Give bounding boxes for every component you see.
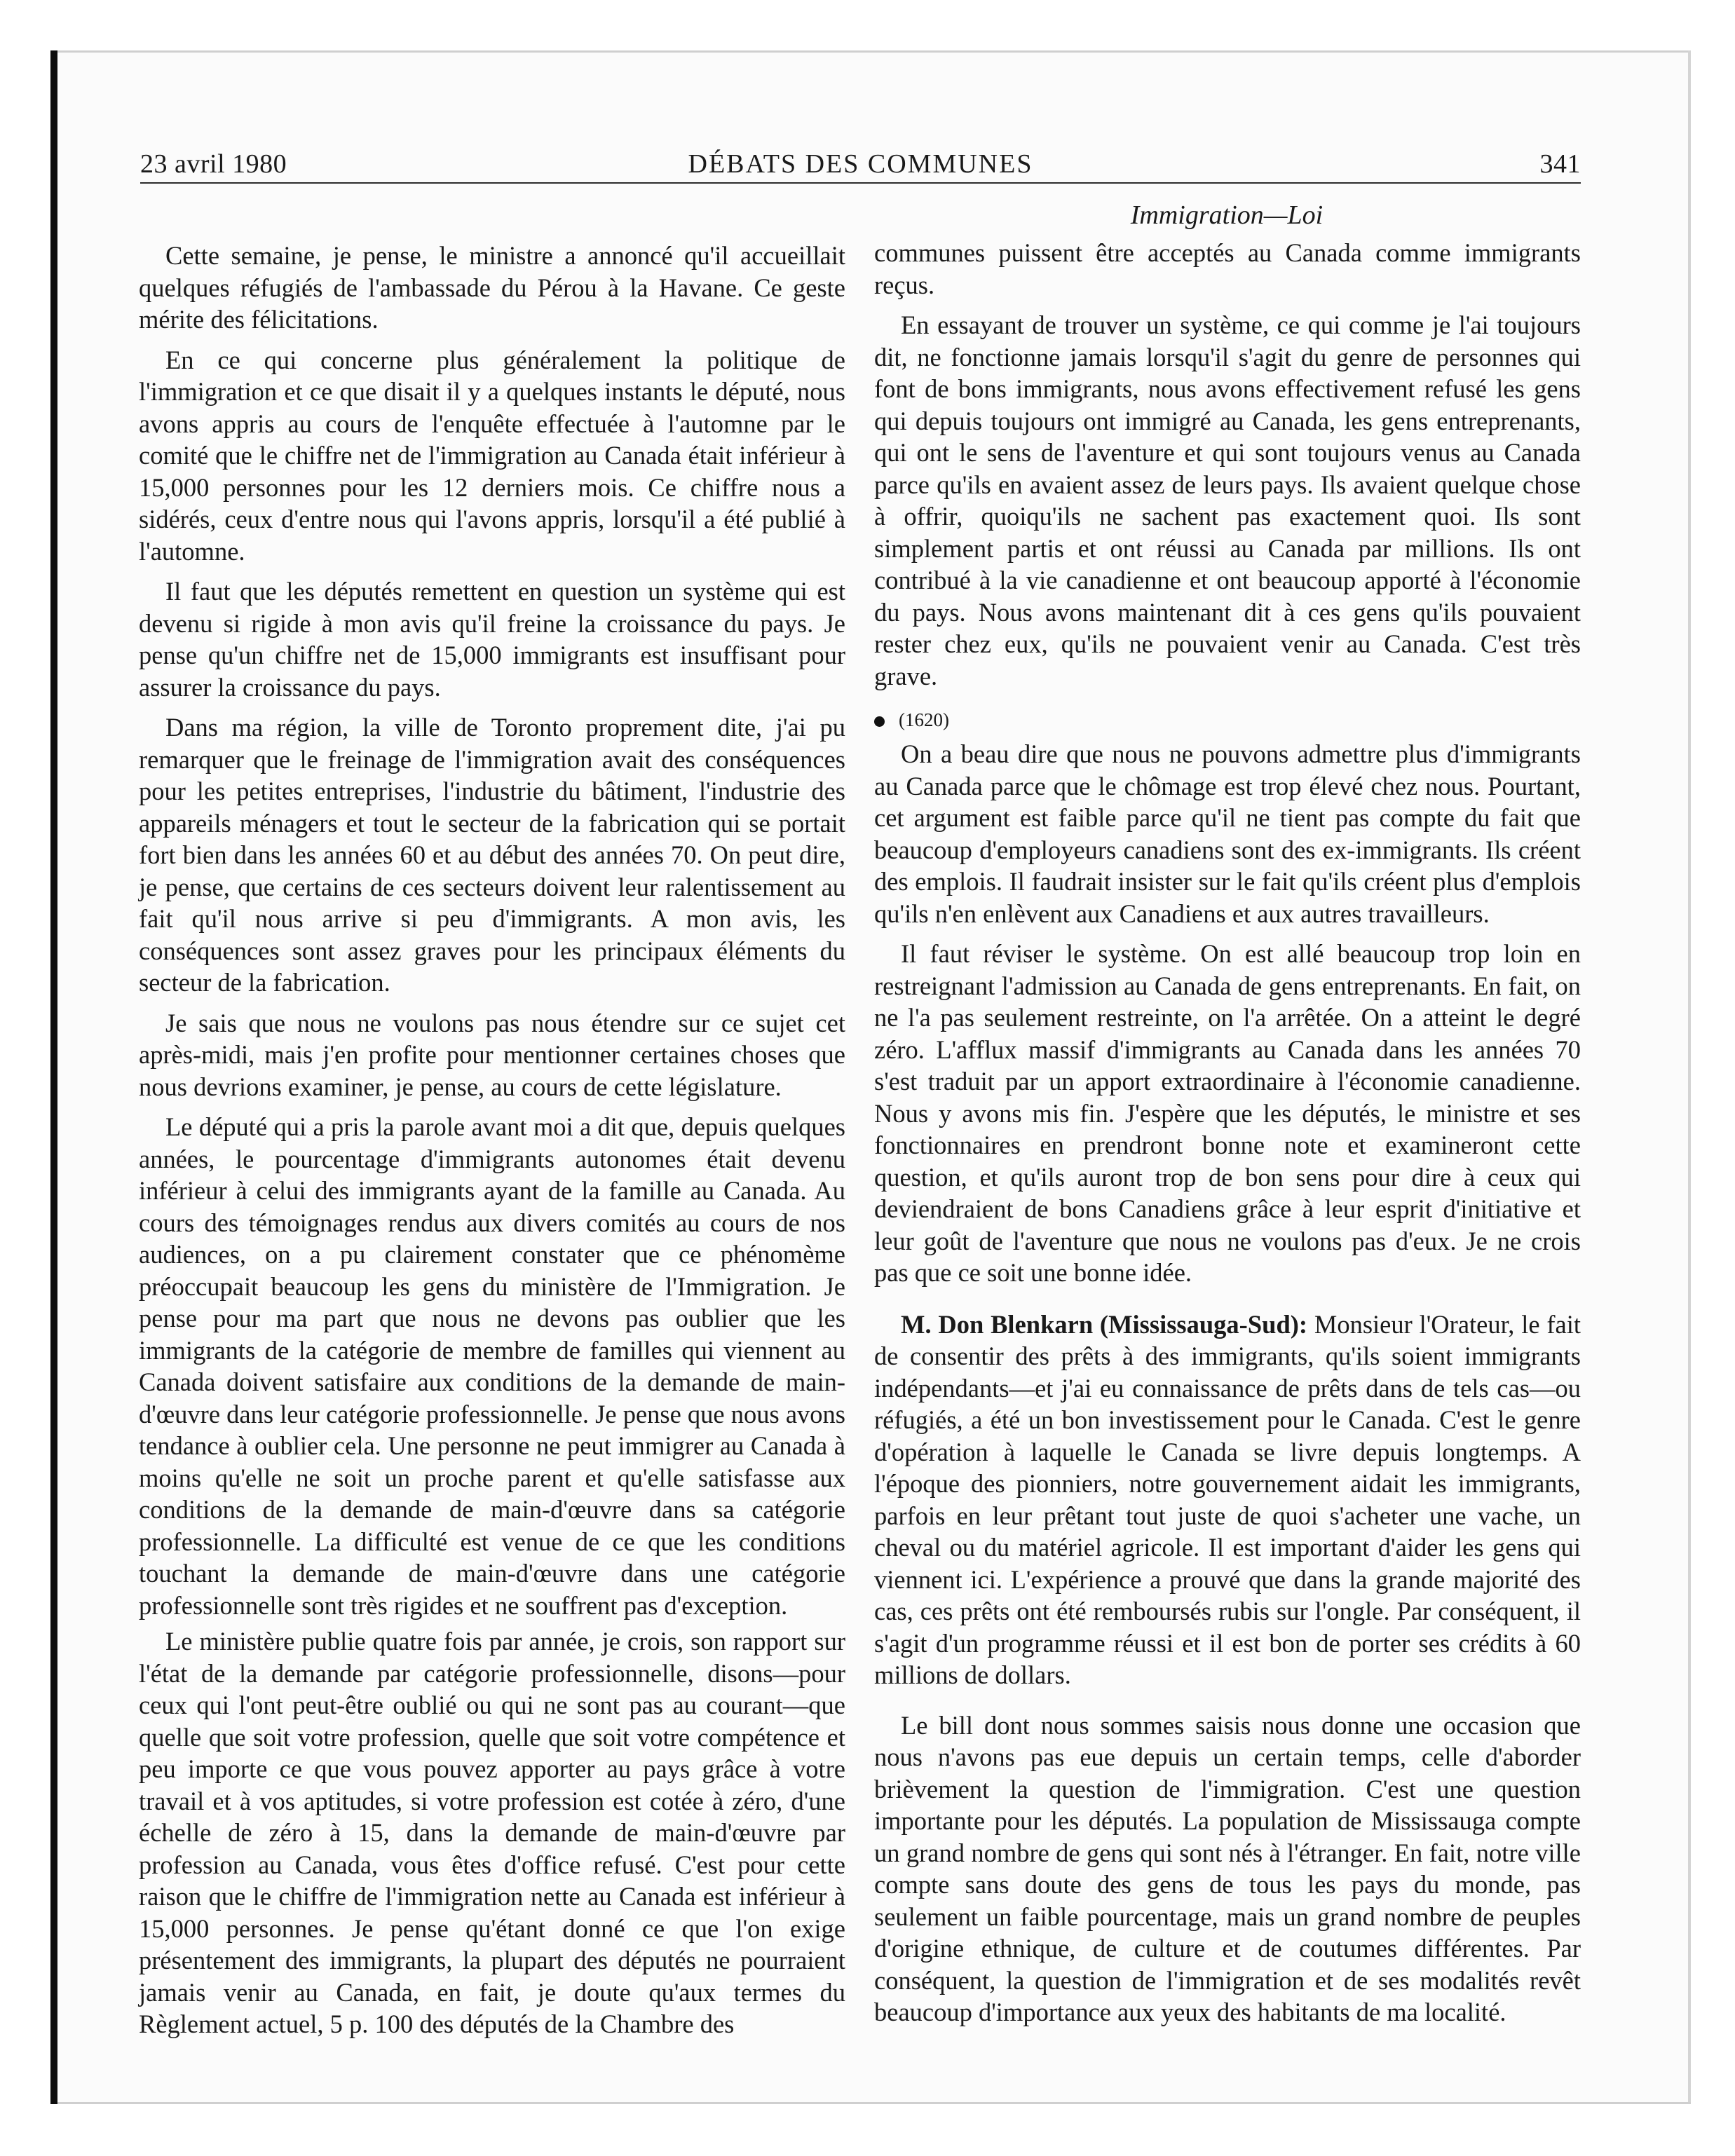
paragraph: Je sais que nous ne voulons pas nous étendre sur ce sujet cet après-midi, mais j'en profite pour mentionner certaines choses que nous devrions examiner, je pense, au cours de cette législature. — [139, 1008, 845, 1101]
speech-text: Monsieur l'Orateur, le fait de consentir des prêts à des immigrants, qu'ils soient immigrants indépendants—et j'ai eu connaissance de prêts dans de tels cas—ou réfugiés, a été un bon investissement pour le Canada. C'est le genre d'opération à laquelle le Canada se livre depuis longtemps. A l'époque des pionniers, notre gouvernement aidait les immigrants, parfois en leur prêtant tout juste de quoi s'acheter une vache, un cheval ou du matériel agricole. Il est important d'aider les gens qui viennent ici. L'expérience a prouvé que dans la grande majorité des cas, ces prêts ont été remboursés rubis sur l'ongle. Par conséquent, il s'agit d'un programme réussi et il est bon de porter ses crédits à 60 millions de dollars. — [874, 1309, 1581, 1689]
scan-border-right — [1688, 50, 1691, 2104]
page-number: 341 — [1539, 149, 1581, 179]
right-column — [874, 237, 1581, 2037]
paragraph: Dans ma région, la ville de Toronto proprement dite, j'ai pu remarquer que le freinage de l'immigration avait des conséquences pour les petites entreprises, l'industrie du bâtiment, l'industrie des appareils ménagers et tout le secteur de la fabrication qui se portait fort bien dans les années 60 et au début des années 70. On peut dire, je pense, que certains de ces secteurs doivent leur ralentissement au fait qu'il nous arrive si peu d'immigrants. A mon avis, les conséquences sont assez graves pour les principaux éléments du secteur de la fabrication. — [139, 713, 845, 997]
paragraph: Le ministère publie quatre fois par année, je crois, son rapport sur l'état de la demande par catégorie professionnelle, disons—pour ceux qui l'ont peut-être oublié ou qui ne sont pas au courant—que quelle que soit votre profession, quelle que soit votre compétence et peu importe ce que vous pouvez apporter au pays grâce à votre travail et à vos aptitudes, si votre profession est cotée à zéro, d'une échelle de zéro à 15, dans la demande de main-d'œuvre par profession au Canada, vous êtes d'office refusé. C'est pour cette raison que le chiffre de l'immigration nette au Canada est inférieur à 15,000 personnes. Je pense qu'étant donné ce que l'on exige présentement des immigrants, la plupart des députés ne pourraient jamais venir au Canada, en fait, je doute qu'aux termes du Règlement actuel, 5 p. 100 des députés de la Chambre des — [139, 1627, 845, 2038]
paragraph: Cette semaine, je pense, le ministre a annoncé qu'il accueillait quelques réfugiés de l'ambassade du Pérou à la Havane. Ce geste mérite des félicitations. — [139, 241, 845, 334]
left-column — [139, 240, 845, 2049]
running-head: Immigration—Loi — [1130, 200, 1324, 230]
paragraph: Le bill dont nous sommes saisis nous donne une occasion que nous n'avons pas eue depuis un certain temps, celle d'aborder brièvement la question de l'immigration. C'est une question importante pour les députés. La population de Mississauga compte un grand nombre de gens qui sont nés à l'étranger. En fait, notre ville compte sans doute des gens de tous les pays du monde, pas seulement un faible pourcentage, mais un grand nombre de peuples d'origine ethnique, de culture et de coutumes différentes. Par conséquent, la question de l'immigration et de ses modalités revêt beaucoup d'importance aux yeux des habitants de ma localité. — [874, 1710, 1581, 2026]
header-title: DÉBATS DES COMMUNES — [688, 149, 1033, 179]
header-date: 23 avril 1980 — [140, 149, 287, 179]
header-rule — [140, 182, 1581, 184]
paragraph: Il faut que les députés remettent en question un système qui est devenu si rigide à mon avis qu'il freine la croissance du pays. Je pense qu'un chiffre net de 15,000 immigrants est insuffisant pour assurer la croissance du pays. — [139, 577, 845, 702]
paragraph: En essayant de trouver un système, ce qui comme je l'ai toujours dit, ne fonctionne jamais lorsqu'il s'agit du genre de personnes qui font de bons immigrants, nous avons effectivement refusé les gens qui depuis toujours ont immigré au Canada, les gens entreprenants, qui ont le sens de l'aventure et qui sont toujours venus au Canada parce qu'ils en avaient assez de leurs pays. Ils avaient quelque chose à offrir, quoiqu'ils ne sachent pas exactement quoi. Ils sont simplement partis et ont réussi au Canada par millions. Ils ont contribué à la vie canadienne et ont beaucoup apporté à l'économie du pays. Nous avons maintenant dit à ces gens qu'ils pouvaient rester chez eux, qu'ils ne pouvaient venir au Canada. C'est très grave. — [874, 311, 1581, 690]
page-header — [140, 149, 1581, 184]
scan-border-left — [50, 50, 57, 2104]
speaker-name: M. Don Blenkarn (Mississauga-Sud): — [901, 1309, 1308, 1339]
paragraph: On a beau dire que nous ne pouvons admettre plus d'immigrants au Canada parce que le chômage est trop élevé chez nous. Pourtant, cet argument est faible parce qu'il ne tient pas compte du fait que beaucoup d'employeurs canadiens sont des ex-immigrants. Ils créent des emplois. Il faudrait insister sur le fait qu'ils créent plus d'emplois qu'ils n'en enlèvent aux Canadiens et aux autres travailleurs. — [874, 739, 1581, 928]
bullet-icon — [874, 716, 885, 727]
speech-paragraph — [874, 1309, 1581, 1691]
paragraph: En ce qui concerne plus généralement la politique de l'immigration et ce que disait il y a quelques instants le député, nous avons appris au cours de l'enquête effectuée à l'automne par le comité que le chiffre net de l'immigration au Canada était inférieur à 15,000 personnes pour les 12 derniers mois. Ce chiffre nous a sidérés, ceux d'entre nous qui l'avons appris, lorsqu'il a été publié à l'automne. — [139, 345, 845, 566]
paragraph: Le député qui a pris la parole avant moi a dit que, depuis quelques années, le pourcentage d'immigrants autonomes était devenu inférieur à celui des immigrants ayant de la famille au Canada. Au cours des témoignages rendus aux divers comités au cours de nos audiences, on a pu clairement constater que ce phénomème préoccupait beaucoup les gens du ministère de l'Immigration. Je pense pour ma part que nous ne devons pas oublier que les immigrants de la catégorie de membre de familles qui viennent au Canada doivent satisfaire aux conditions de la demande de main-d'œuvre dans leur catégorie professionnelle. Je pense que nous avons tendance à oublier cela. Une personne ne peut immigrer au Canada à moins qu'elle ne soit un proche parent et qu'elle satisfasse aux conditions de la demande de main-d'œuvre dans sa catégorie professionnelle. La difficulté est venue de ce que les conditions touchant la demande de main-d'œuvre dans une catégorie professionnelle sont très rigides et ne souffrent pas d'exception. — [139, 1112, 845, 1620]
time-marker — [874, 706, 1581, 734]
continued-paragraph: communes puissent être acceptés au Canada comme immigrants reçus. — [874, 238, 1581, 299]
time-marker-label: (1620) — [899, 709, 949, 730]
paragraph: Il faut réviser le système. On est allé beaucoup trop loin en restreignant l'admission au Canada de gens entreprenants. En fait, on ne l'a pas seulement restreinte, on l'a arrêtée. On a atteint le degré zéro. L'afflux massif d'immigrants au Canada dans les années 70 s'est traduit par un apport extraordinaire à l'économie canadienne. Nous y avons mis fin. J'espère que les députés, le ministre et ses fonctionnaires en prendront bonne note et examineront cette question, et qu'ils auront trop de bon sens pour dire à ceux qui deviendraient de bons Canadiens grâce à leur esprit d'initiative et leur goût de l'aventure que nous ne voulons pas d'eux. Je ne crois pas que ce soit une bonne idée. — [874, 939, 1581, 1287]
scan-border-bottom — [50, 2102, 1691, 2104]
